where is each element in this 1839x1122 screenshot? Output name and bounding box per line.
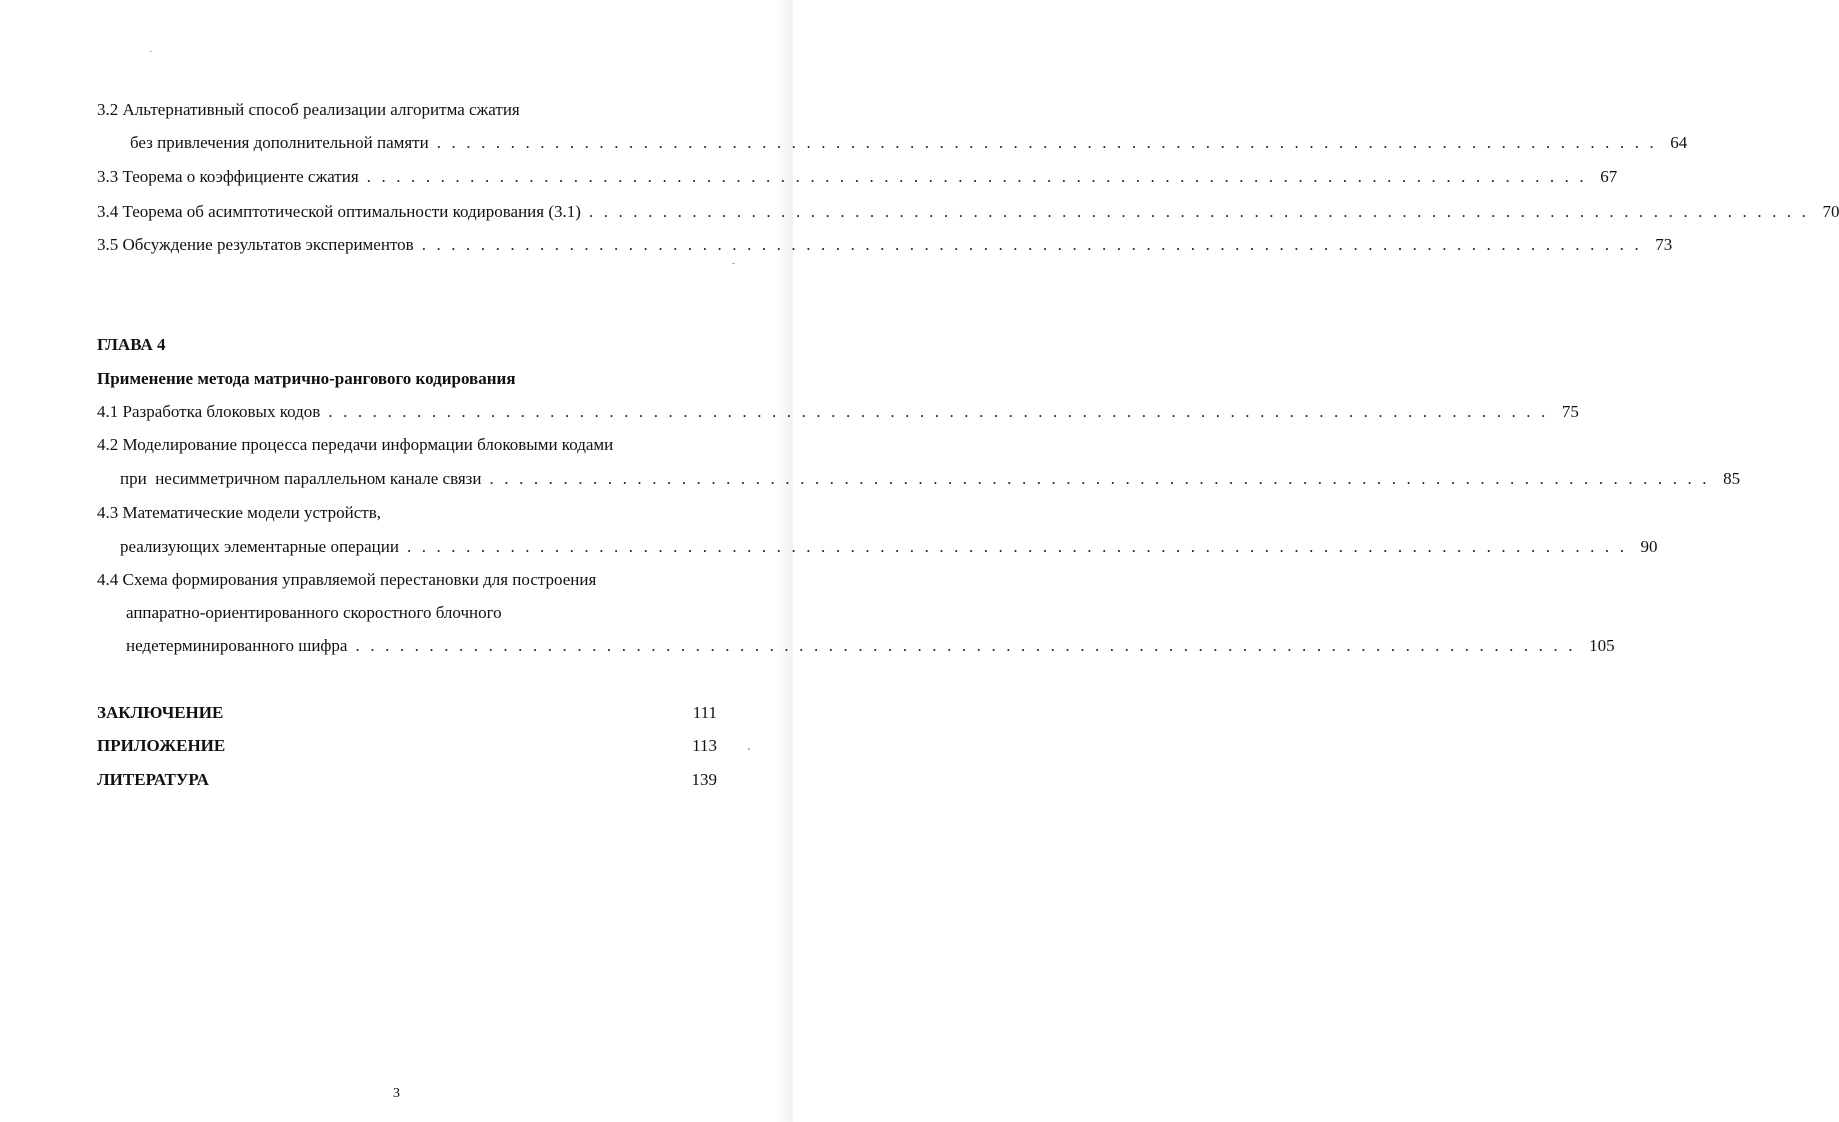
toc-literature-label[interactable]: ЛИТЕРАТУРА [97,770,209,789]
toc-entry-4-4-line1: 4.4 Схема формирования управляемой перестановки для построения [97,570,597,589]
toc-entry-4-2[interactable] [120,469,1741,489]
dot-leader: ................................................................................... [366,167,1595,186]
toc-entry-4-1-page: 75 [1561,402,1579,421]
toc-entry-3-2-line2: без привлечения дополнительной памяти [130,133,429,152]
toc-entry-3-4[interactable] [97,202,1839,222]
toc-entry-3-3-label: 3.3 Теорема о коэффициенте сжатия [97,167,359,186]
dot-leader: ................................................................................... [328,402,1556,421]
toc-entry-4-4[interactable] [126,636,1615,656]
toc-entry-4-1-label: 4.1 Разработка блоковых кодов [97,402,321,421]
toc-entry-4-2-line2: при несимметричном параллельном канале связи [120,469,482,488]
dot-leader: ................................................................................... [588,202,1817,221]
scan-speck [150,51,152,52]
toc-entry-3-2-page: 64 [1670,133,1688,152]
toc-conclusion-label[interactable]: ЗАКЛЮЧЕНИЕ [97,703,224,722]
toc-entry-3-2-line1: 3.2 Альтернативный способ реализации алгоритма сжатия [97,100,520,119]
toc-entry-4-2-line1: 4.2 Моделирование процесса передачи информации блоковыми кодами [97,435,614,454]
toc-appendix-label[interactable]: ПРИЛОЖЕНИЕ [97,736,226,755]
chapter-4-title: Применение метода матрично-рангового кодирования [97,369,516,388]
toc-entry-4-3-line1: 4.3 Математические модели устройств, [97,503,382,522]
toc-entry-3-3[interactable] [97,167,1618,187]
toc-appendix-page: 113 [692,736,717,755]
toc-entry-4-2-page: 85 [1723,469,1741,488]
dot-leader: ................................................................................... [489,469,1718,488]
toc-entry-3-5[interactable] [97,235,1673,255]
toc-conclusion-page: 111 [692,703,717,722]
toc-entry-3-4-page: 70 [1822,202,1839,221]
toc-entry-4-1[interactable] [97,402,1579,422]
toc-entry-4-4-line3: недетерминированного шифра [126,636,348,655]
page-number: 3 [393,1086,400,1101]
toc-entry-4-4-page: 105 [1589,636,1615,655]
toc-entry-4-3-line2: реализующих элементарные операции [120,537,399,556]
toc-entry-4-4-line2: аппаратно-ориентированного скоростного блочного [126,603,502,622]
dot-leader: ................................................................................... [355,636,1584,655]
toc-entry-3-5-label: 3.5 Обсуждение результатов экспериментов [97,235,414,254]
toc-entry-4-3-page: 90 [1640,537,1658,556]
dot-leader: ................................................................................... [406,537,1635,556]
dot-leader: ................................................................................... [421,235,1650,254]
chapter-4-heading: ГЛАВА 4 [97,335,166,354]
toc-entry-3-2[interactable] [130,133,1688,153]
toc-entry-3-3-page: 67 [1600,167,1618,186]
scan-speck [748,748,750,750]
scan-speck [732,263,735,264]
dot-leader: ................................................................................... [436,133,1665,152]
toc-literature-page: 139 [691,770,717,789]
toc-entry-3-5-page: 73 [1655,235,1673,254]
toc-entry-3-4-label: 3.4 Теорема об асимптотической оптимальности кодирования (3.1) [97,202,581,221]
toc-entry-4-3[interactable] [120,537,1658,557]
